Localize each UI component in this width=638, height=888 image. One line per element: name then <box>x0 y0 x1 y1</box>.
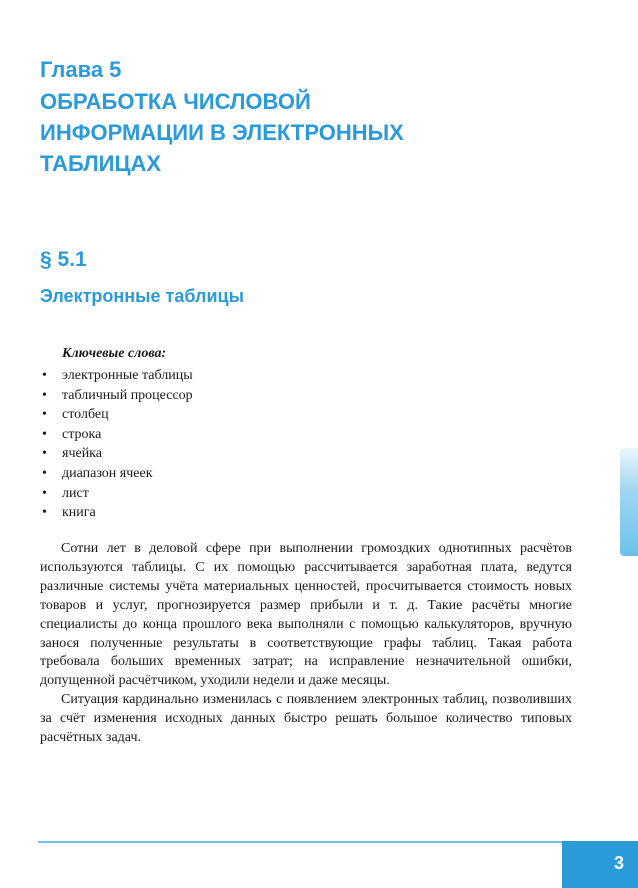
keyword-item: • диапазон ячеек <box>40 464 193 484</box>
keywords-heading: Ключевые слова: <box>62 346 167 361</box>
keyword-item: • строка <box>40 425 193 445</box>
body-paragraph: Сотни лет в деловой сфере при выполнении громоздких однотипных расчётов используются таблицы. С их помощью рассчитывается заработная плата, ведутся различные системы учёта материальных ценностей, просчитывается стоимость новых товаров и услуг, прогнозируется размер прибыли и т. д. Такие расчёты многие специалисты до конца прошлого века выполняли с помощью калькуляторов, вручную занося полученные результаты в соответствующие графы таблиц. Такая работа требовала больших временных затрат; на исправление незначительной ошибки, допущенной расчётчиком, уходили недели и даже месяцы. <box>40 541 572 689</box>
keyword-item: • книга <box>40 503 193 523</box>
body-text <box>40 540 572 748</box>
footer-rule <box>38 841 562 843</box>
keyword-item: • столбец <box>40 405 193 425</box>
page-number-tab <box>562 841 638 888</box>
keyword-item: • табличный процессор <box>40 386 193 406</box>
keyword-item: • ячейка <box>40 444 193 464</box>
section-title: Электронные таблицы <box>40 286 244 306</box>
page-number: 3 <box>613 853 624 873</box>
chapter-title: ОБРАБОТКА ЧИСЛОВОЙ ИНФОРМАЦИИ В ЭЛЕКТРОННЫХ ТАБЛИЦАХ <box>40 89 404 176</box>
section-number: § 5.1 <box>40 248 87 271</box>
chapter-label: Глава 5 <box>40 57 122 82</box>
chapter-heading <box>40 56 560 179</box>
keyword-item: • лист <box>40 484 193 504</box>
body-paragraph: Ситуация кардинально изменилась с появлением электронных таблиц, позволивших за счёт изменения исходных данных быстро решать большое количество типовых расчётных задач. <box>40 692 572 746</box>
side-tab-decoration <box>620 448 638 556</box>
keyword-item: • электронные таблицы <box>40 366 193 386</box>
keywords-list <box>40 366 193 523</box>
